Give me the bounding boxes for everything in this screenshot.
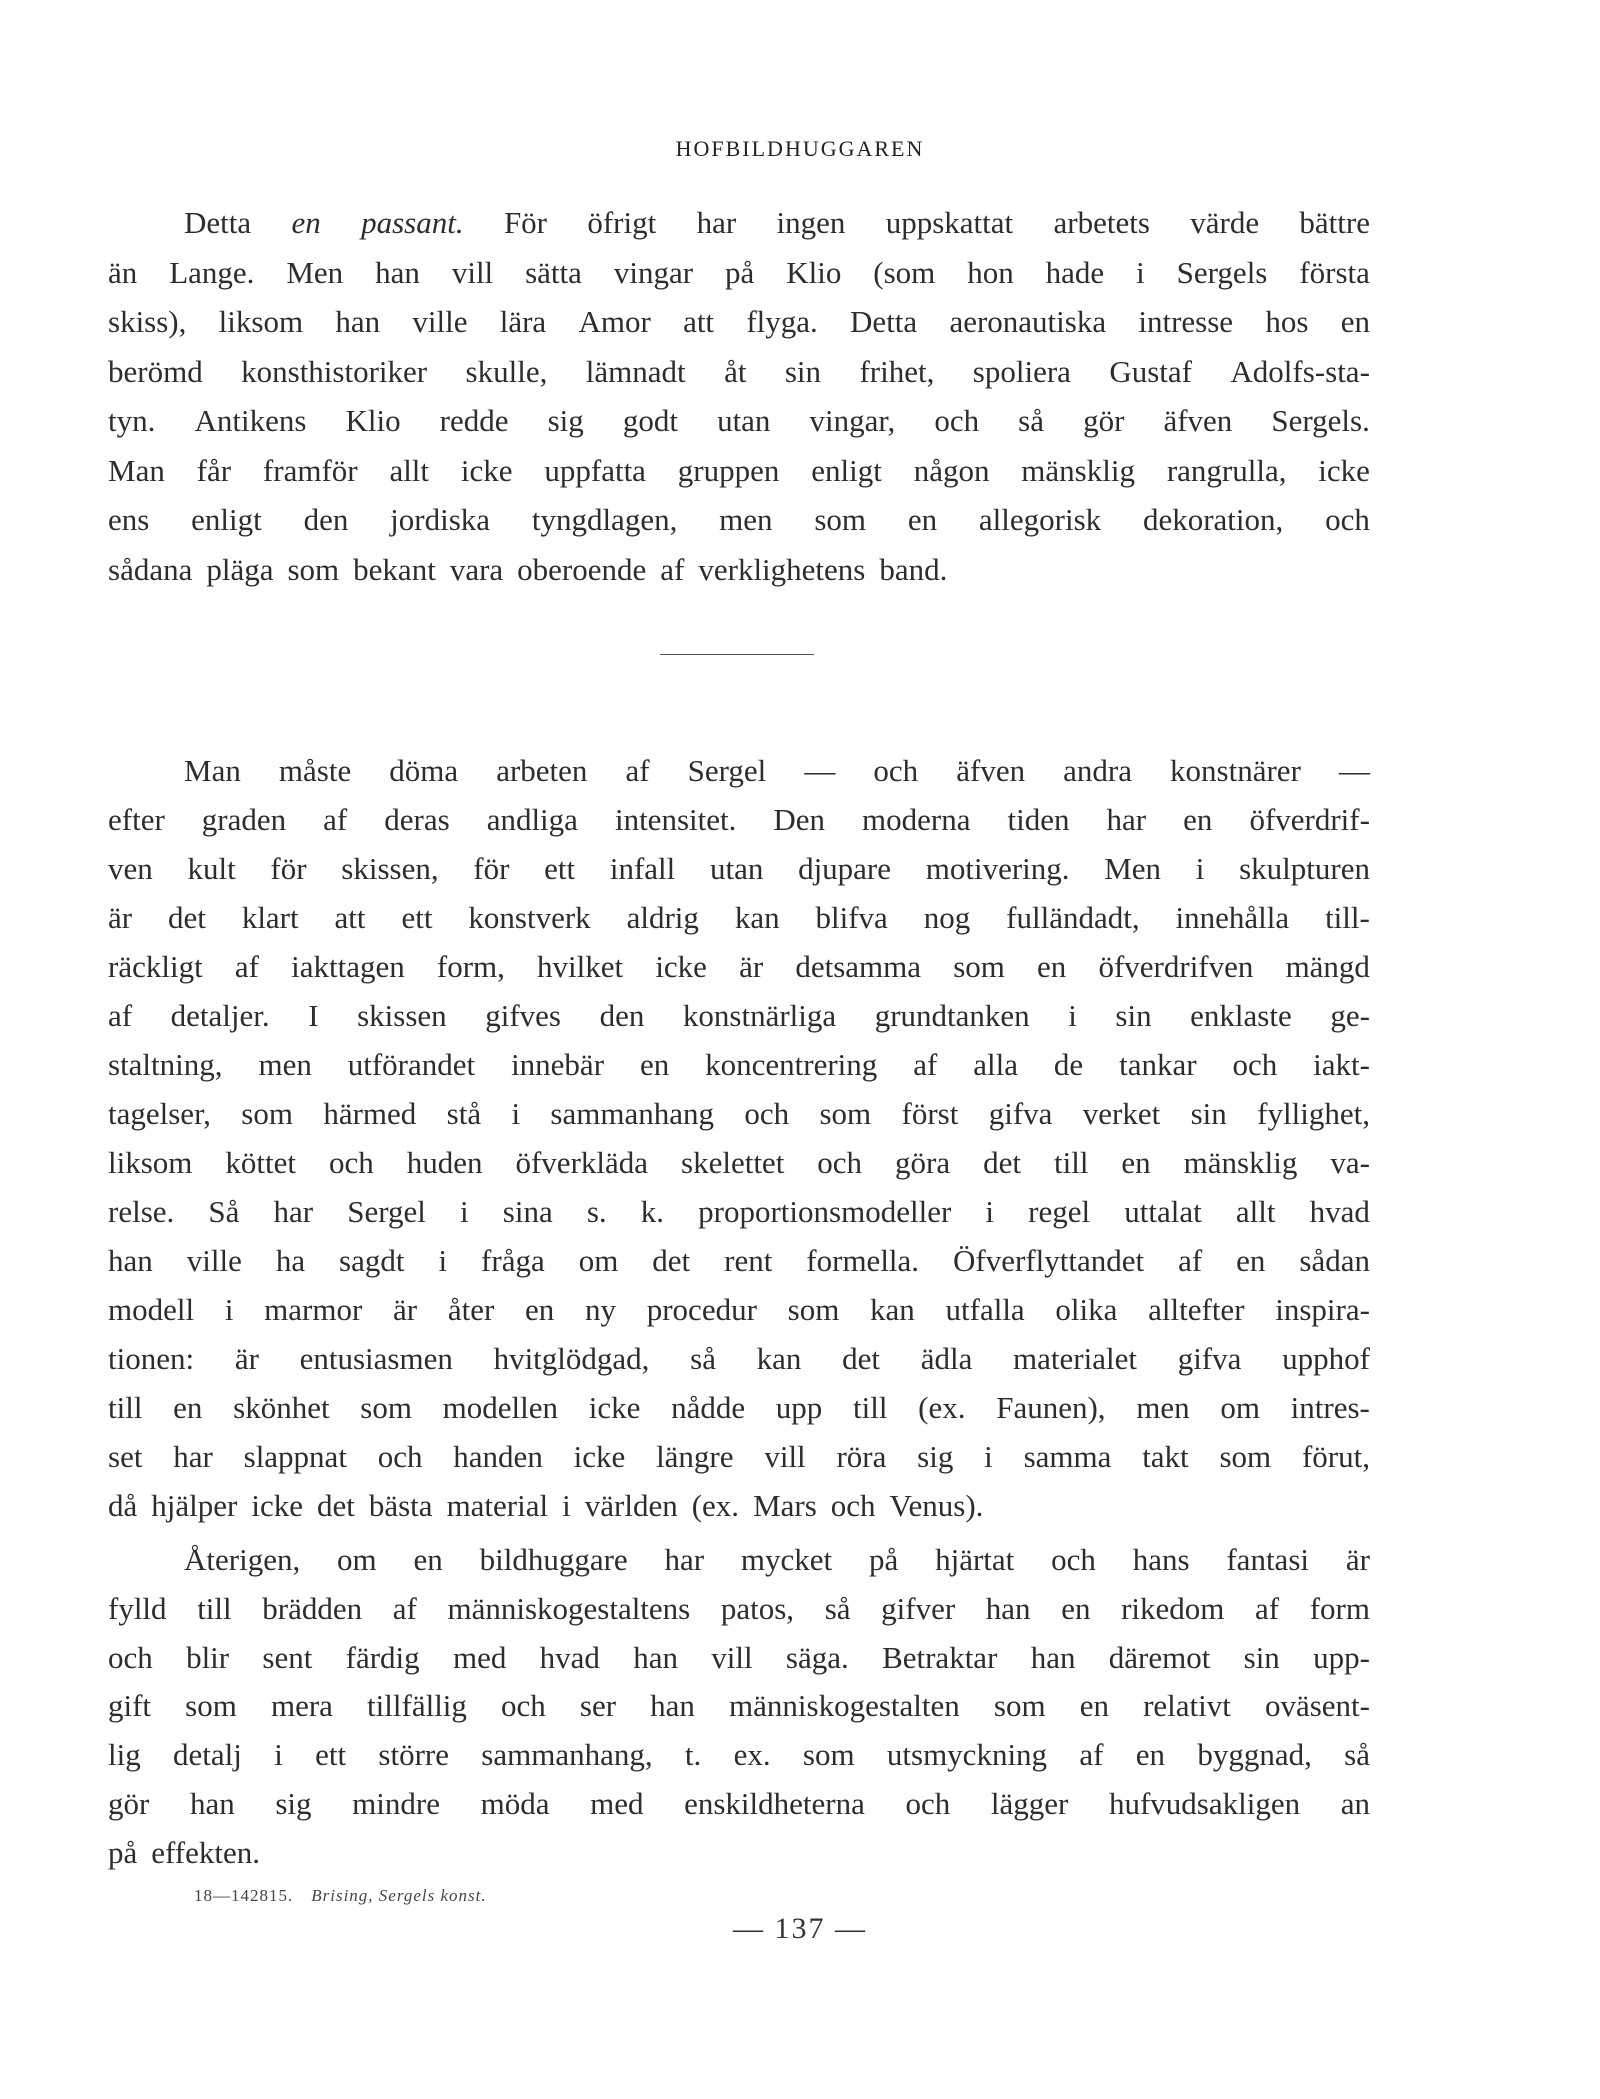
- text-line: liksom köttet och huden öfverkläda skelettet och göra det till en mänsklig va-: [108, 1145, 1370, 1180]
- text-line: fylld till brädden af människogestaltens patos, så gifver han en rikedom af form: [108, 1590, 1370, 1626]
- paragraph-2: [108, 746, 1370, 1530]
- text-line: Man måste döma arbeten af Sergel — och äfven andra konstnärer —: [184, 753, 1370, 788]
- text-line: Man får framför allt icke uppfatta gruppen enligt någon mänsklig rangrulla, icke: [108, 452, 1370, 488]
- text-line: relse. Så har Sergel i sina s. k. proportionsmodeller i regel uttalat allt hvad: [108, 1194, 1370, 1229]
- signature-title: Brising, Sergels konst.: [311, 1886, 487, 1905]
- text-line: tyn. Antikens Klio redde sig godt utan vingar, och så gör äfven Sergels.: [108, 403, 1370, 438]
- text-line: ven kult för skissen, för ett infall utan djupare motivering. Men i skulpturen: [108, 851, 1370, 886]
- text-line: och blir sent färdig med hvad han vill säga. Betraktar han däremot sin upp-: [108, 1639, 1370, 1675]
- text-line: efter graden af deras andliga intensitet. Den moderna tiden har en öfverdrif-: [108, 802, 1370, 837]
- text-line: staltning, men utförandet innebär en koncentrering af alla de tankar och iakt-: [108, 1047, 1370, 1082]
- text-line: än Lange. Men han vill sätta vingar på Klio (som hon hade i Sergels första: [108, 254, 1370, 290]
- text-line: sådana pläga som bekant vara oberoende af verklighetens band.: [108, 551, 948, 587]
- text-line: till en skönhet som modellen icke nådde upp till (ex. Faunen), men om intres-: [108, 1390, 1370, 1425]
- text-line: på effekten.: [108, 1834, 260, 1870]
- text-line: räckligt af iakttagen form, hvilket icke är detsamma som en öfverdrifven mängd: [108, 949, 1370, 984]
- text-line: Detta en passant. För öfrigt har ingen uppskattat arbetets värde bättre: [184, 205, 1370, 240]
- text-line: lig detalj i ett större sammanhang, t. ex. som utsmyckning af en byggnad, så: [108, 1737, 1370, 1773]
- text-line: gift som mera tillfällig och ser han människogestalten som en relativt oväsent-: [108, 1688, 1370, 1724]
- text-line: tagelser, som härmed stå i sammanhang och som först gifva verket sin fyllighet,: [108, 1096, 1370, 1131]
- text-line: han ville ha sagdt i fråga om det rent formella. Öfverflyttandet af en sådan: [108, 1243, 1370, 1278]
- text-line: då hjälper icke det bästa material i världen (ex. Mars och Venus).: [108, 1488, 984, 1523]
- text-line: modell i marmor är åter en ny procedur som kan utfalla olika alltefter inspira-: [108, 1292, 1370, 1327]
- text-line: ens enligt den jordiska tyngdlagen, men som en allegorisk dekoration, och: [108, 502, 1370, 537]
- text-line: tionen: är entusiasmen hvitglödgad, så kan det ädla materialet gifva upphof: [108, 1341, 1370, 1376]
- printer-signature: [194, 1886, 487, 1906]
- paragraph-3: [108, 1536, 1370, 1878]
- text-line: Återigen, om en bildhuggare har mycket på hjärtat och hans fantasi är: [184, 1542, 1370, 1577]
- text-line: skiss), liksom han ville lära Amor att flyga. Detta aeronautiska intresse hos en: [108, 304, 1370, 339]
- signature-mark: 18—142815.: [194, 1886, 294, 1905]
- text-line: set har slappnat och handen icke längre vill röra sig i samma takt som förut,: [108, 1439, 1370, 1474]
- text-line: gör han sig mindre möda med enskildheterna och lägger hufvudsakligen an: [108, 1785, 1370, 1821]
- paragraph-1: [108, 198, 1370, 594]
- text-line: berömd konsthistoriker skulle, lämnadt åt sin frihet, spoliera Gustaf Adolfs-sta-: [108, 353, 1370, 389]
- text-line: är det klart att ett konstverk aldrig kan blifva nog fulländadt, innehålla till-: [108, 900, 1370, 935]
- section-divider: [660, 654, 814, 655]
- running-head: HOFBILDHUGGAREN: [675, 136, 925, 161]
- page-number: — 137 —: [733, 1912, 867, 1945]
- text-line: af detaljer. I skissen gifves den konstnärliga grundtanken i sin enklaste ge-: [108, 998, 1370, 1033]
